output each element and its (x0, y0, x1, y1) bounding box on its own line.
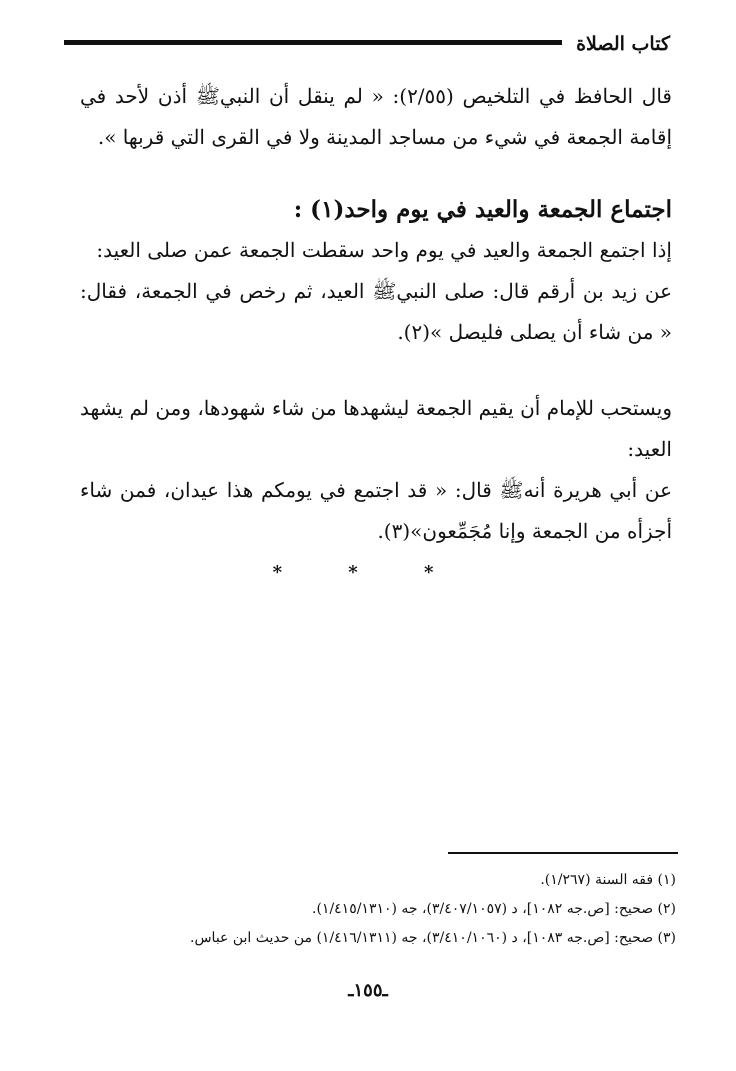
paragraph-ruling: إذا اجتمع الجمعة والعيد في يوم واحد سقطت الجمعة عمن صلى العيد: (96, 238, 672, 262)
section-heading: اجتماع الجمعة والعيد في يوم واحد(١) : (293, 196, 672, 223)
paragraph-recommendation: ويستحب للإمام أن يقيم الجمعة ليشهدها من شاء شهودها، ومن لم يشهد العيد: (80, 396, 672, 461)
footnote-rule (448, 852, 678, 854)
paragraph-zayd-hadith: عن زيد بن أرقم قال: صلى النبيﷺ العيد، ثم رخص في الجمعة، فقال: « من شاء أن يصلى فليصل »(٢). (80, 279, 672, 344)
header-rule (64, 40, 562, 45)
running-head-title: كتاب الصلاة (576, 33, 670, 55)
page-number: ـ١٥٥ـ (348, 980, 388, 1001)
main-text (80, 76, 672, 552)
section-separator: * * * (272, 562, 464, 583)
paragraph-abu-hurayra-hadith: عن أبي هريرة أنهﷺ قال: « قد اجتمع في يومكم هذا عيدان، فمن شاء أجزأه من الجمعة وإنا مُجَمِّعون»(٣). (80, 478, 672, 543)
footnote-1: (١) فقه السنة (١/٢٦٧). (540, 872, 676, 888)
paragraph-talkhis-quote: قال الحافظ في التلخيص (٢/٥٥): « لم ينقل أن النبيﷺ أذن لأحد في إقامة الجمعة في شيء من مساجد المدينة ولا في القرى التي قربها ». (80, 84, 672, 149)
footnotes (80, 866, 676, 953)
page-header (70, 30, 670, 60)
footnote-3: (٣) صحيح: [ص.جه ١٠٨٣]، د (٣/٤١٠/١٠٦٠)، جه (١/٤١٦/١٣١١) من حديث ابن عباس. (190, 930, 676, 946)
footnote-2: (٢) صحيح: [ص.جه ١٠٨٢]، د (٣/٤٠٧/١٠٥٧)، جه (١/٤١٥/١٣١٠). (312, 901, 676, 917)
